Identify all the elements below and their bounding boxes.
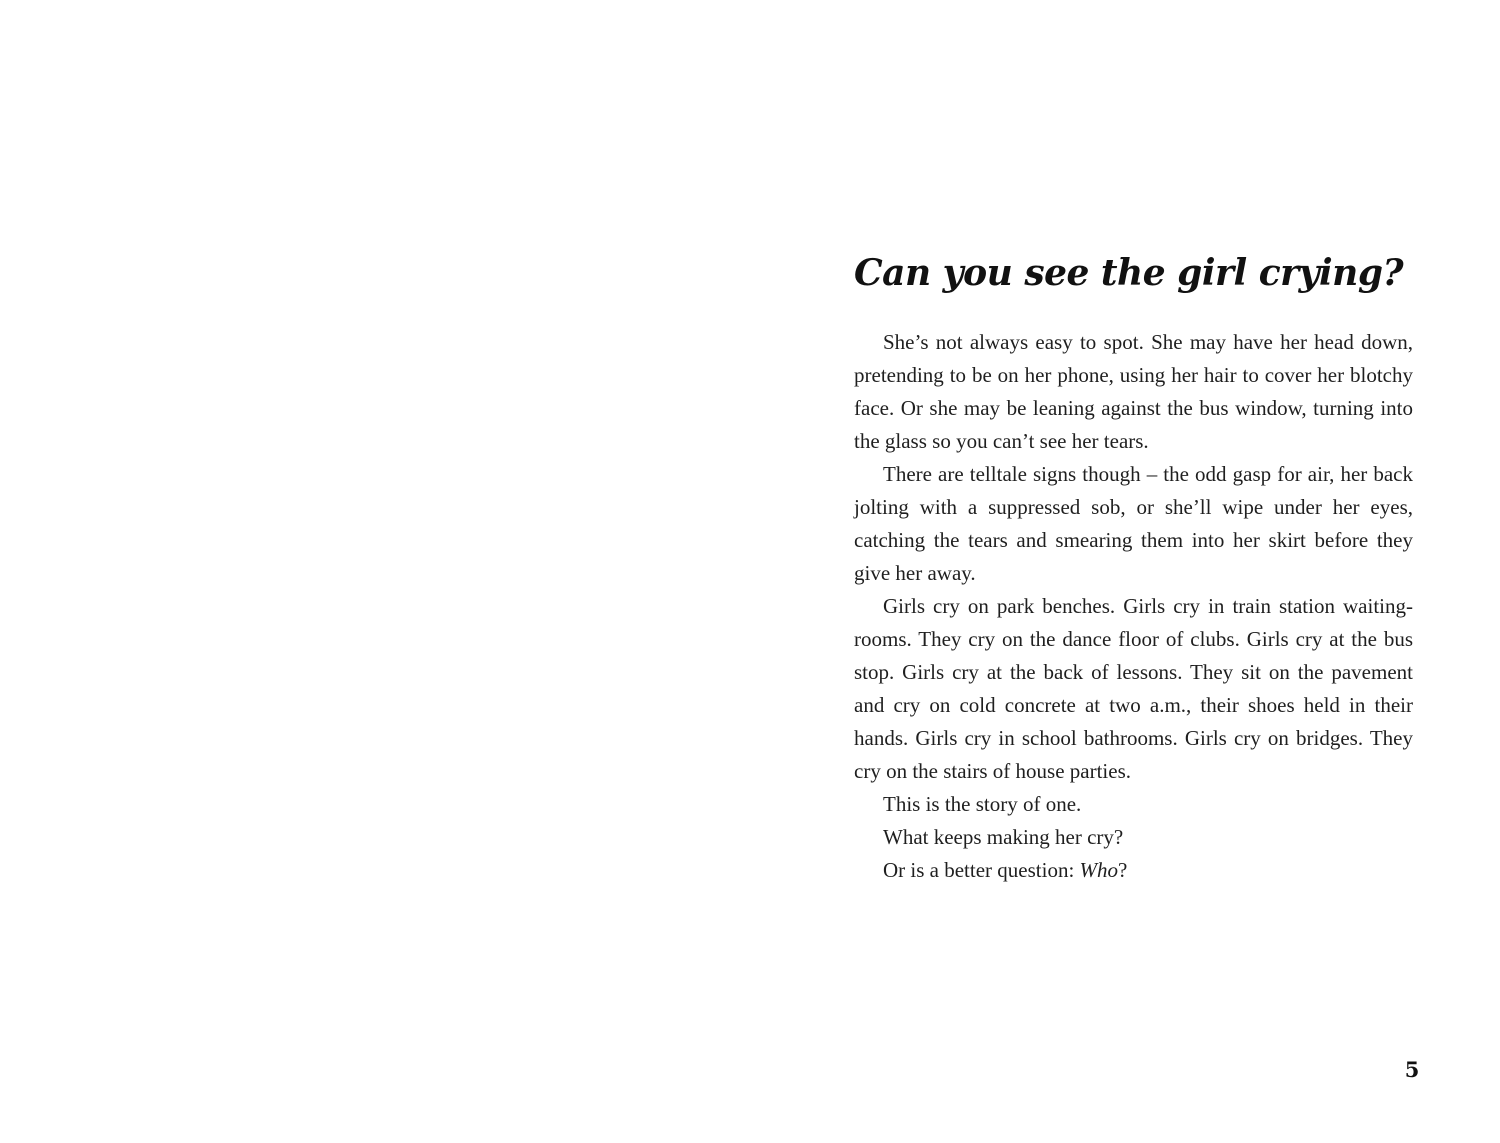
final-text: Or is a better question:: [883, 858, 1080, 882]
page-number: 5: [1404, 1057, 1420, 1082]
paragraph: Girls cry on park benches. Girls cry in train station waiting-rooms. They cry on the dance floor of clubs. Girls cry at the bus stop. Girls cry at the back of lessons. They sit on the pavement and cry on cold concrete at two a.m., their shoes held in their hands. Girls cry in school bathrooms. Girls cry on bridges. They cry on the stairs of house parties.: [854, 594, 1413, 783]
body-text: [854, 326, 1413, 887]
paragraph: She’s not always easy to spot. She may have her head down, pretending to be on her phone, using her hair to cover her blotchy face. Or she may be leaning against the bus window, turning into the glass so you can’t see her tears.: [854, 330, 1413, 453]
paragraph: This is the story of one.: [883, 792, 1082, 816]
paragraph: What keeps making her cry?: [883, 825, 1124, 849]
final-punctuation: ?: [1118, 858, 1128, 882]
chapter-title: Can you see the girl crying?: [854, 252, 1404, 294]
paragraph-final: [854, 854, 1413, 887]
paragraph: There are telltale signs though – the odd gasp for air, her back jolting with a suppressed sob, or she’ll wipe under her eyes, catching the tears and smearing them into her skirt before they give her away.: [854, 462, 1413, 585]
final-emphasis: Who: [1079, 858, 1119, 882]
right-page: [750, 0, 1500, 1143]
